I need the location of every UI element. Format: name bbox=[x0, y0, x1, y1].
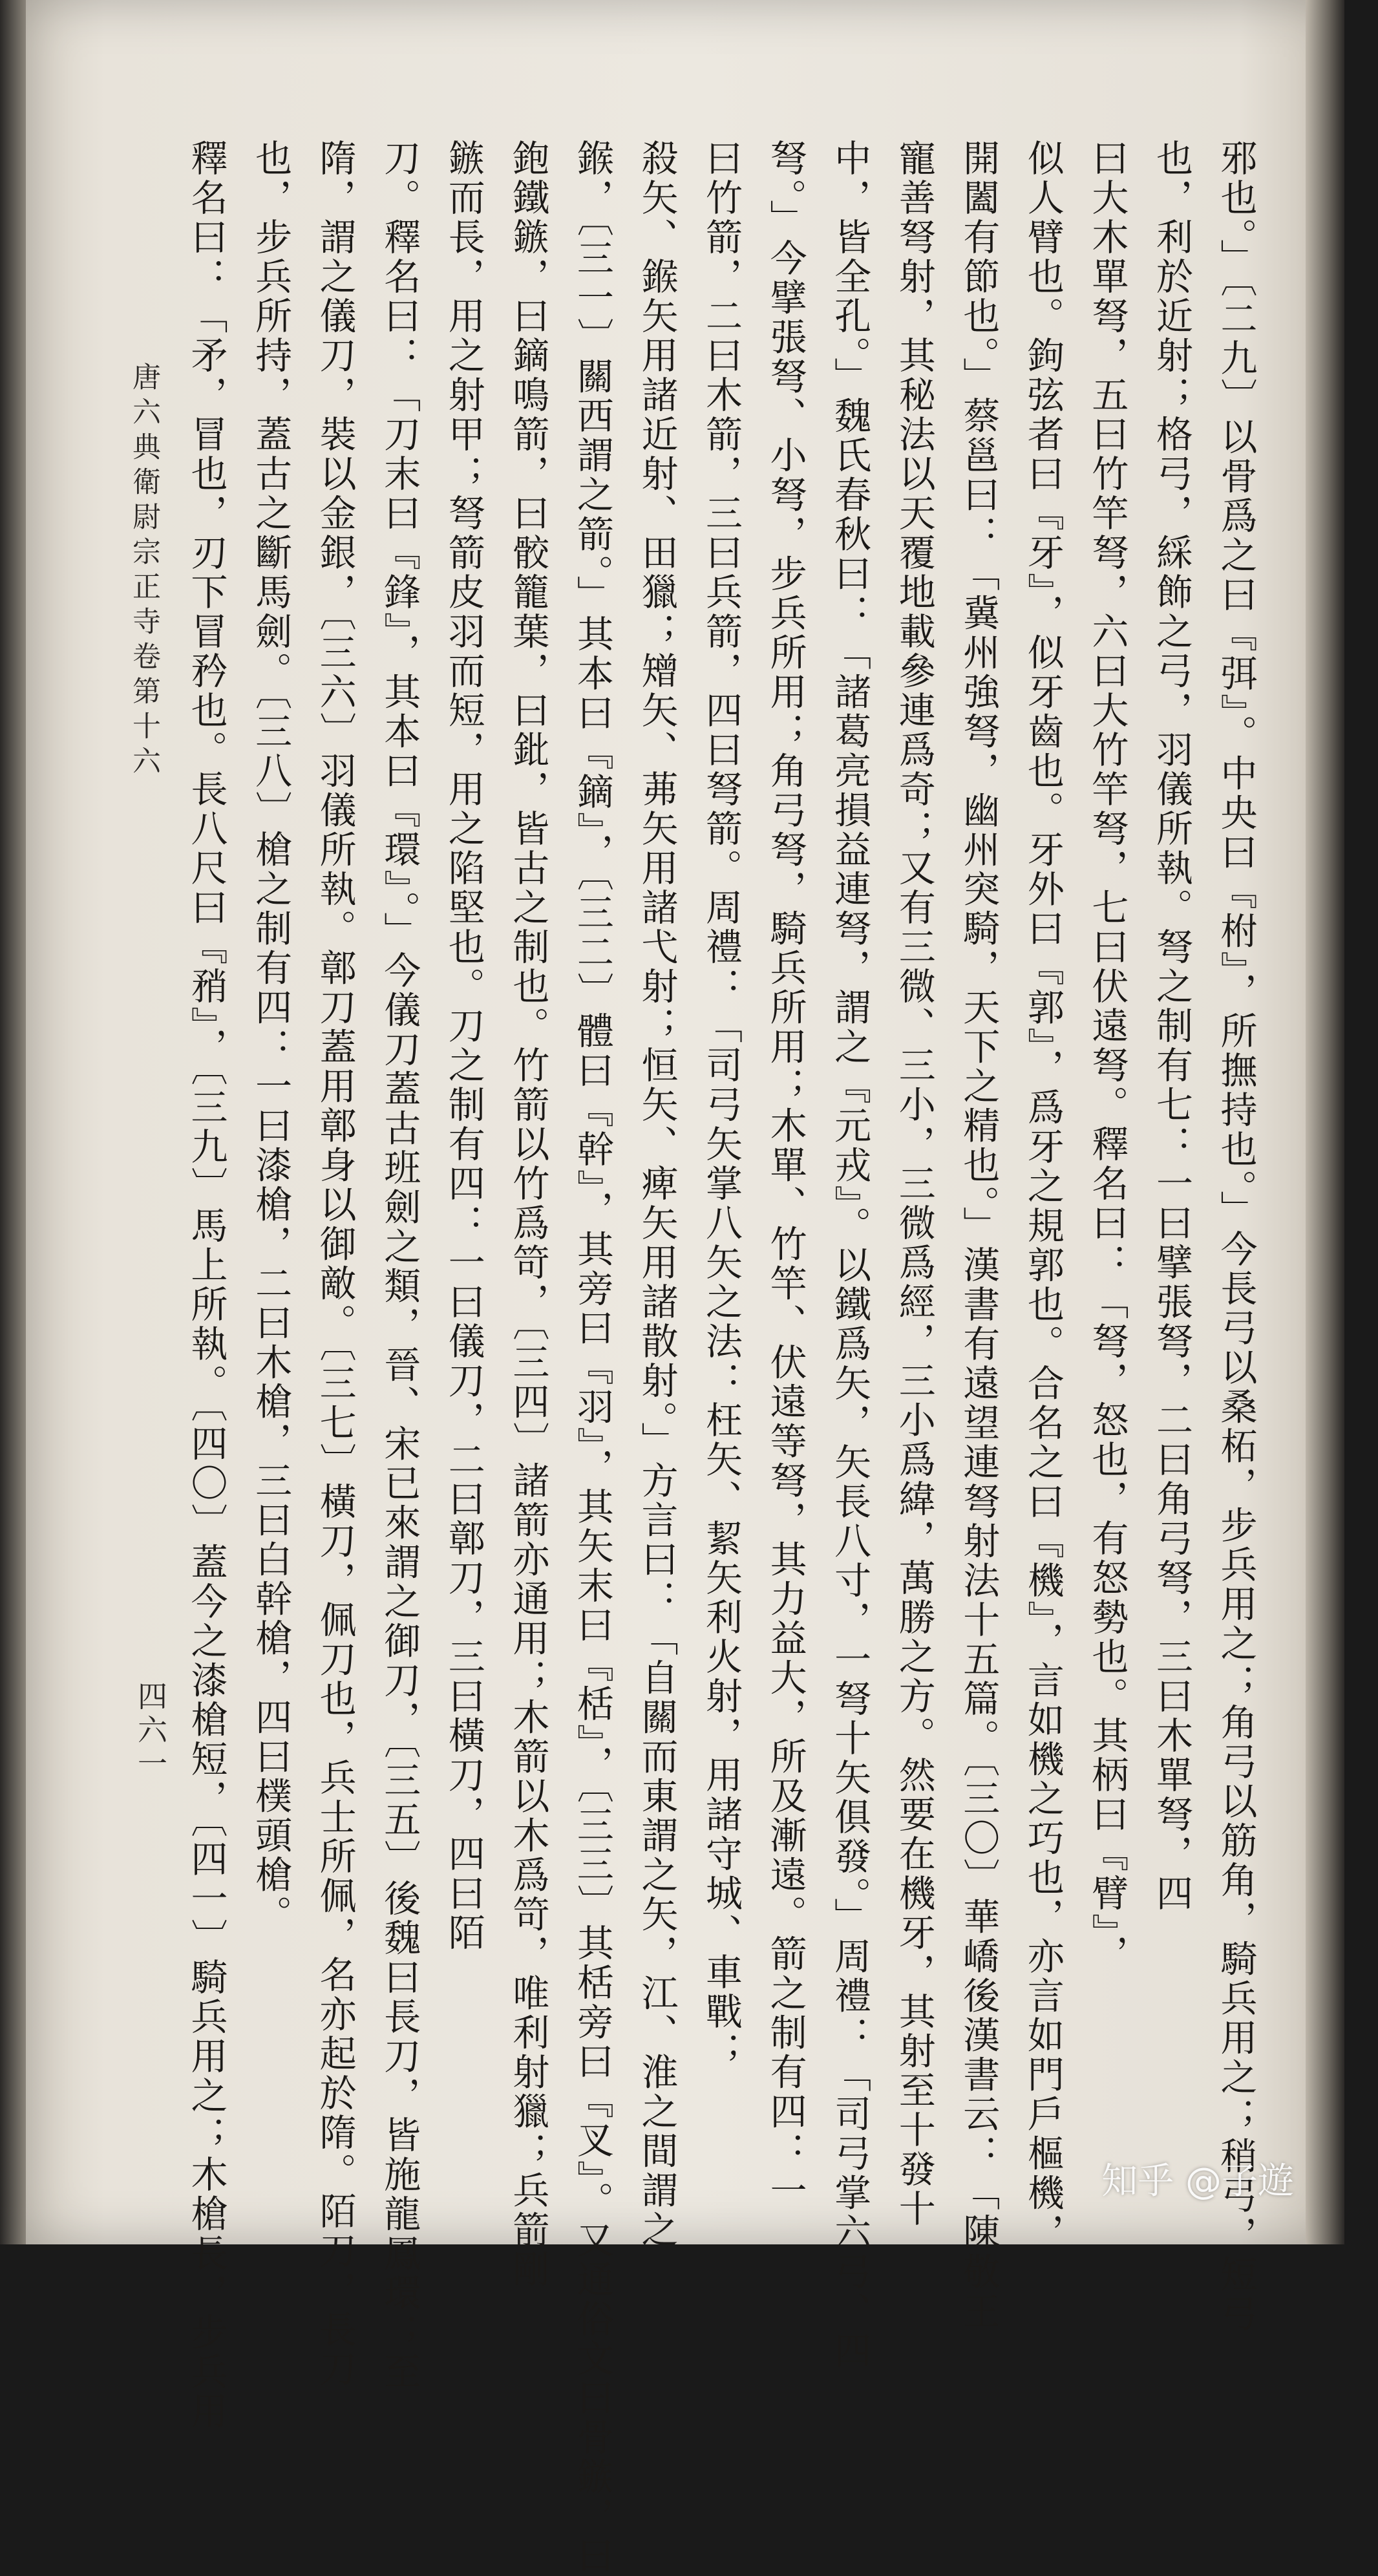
text-column: 曰竹箭，二曰木箭，三曰兵箭，四曰弩箭。周禮：「司弓矢掌八矢之法：枉矢、絜矢利火射，用諸守城、車戰； bbox=[699, 139, 743, 2071]
running-head: 唐六典衛尉宗正寺卷第十六 bbox=[127, 362, 160, 781]
text-column: 弩。」今擘張弩、小弩，步兵所用；角弓弩，騎兵所用；木單、竹竿、伏遠等弩，其力益大，所及漸遠。箭之制有四：一 bbox=[764, 139, 807, 2211]
page-number: 四六一 bbox=[133, 1681, 168, 1782]
text-column: 釋名曰：「矛，冒也，刃下冒矜也。長八尺曰『矟』，〔三九〕馬上所執。〔四〇〕蓋今之漆槍短，〔四一〕騎兵用之；木槍長，步兵用 bbox=[185, 139, 228, 2431]
text-column: 中，皆全孔。」魏氏春秋曰：「諸葛亮損益連弩，謂之『元戎』。以鐵爲矢，矢長八寸，一弩十矢俱發。」周禮：「司弓掌六弓、四 bbox=[828, 139, 871, 2371]
text-column: 鏃而長，用之射甲；弩箭皮羽而短，用之陷堅也。刀之制有四：一曰儀刀，二曰鄣刀，三曰橫刀，四曰陌 bbox=[442, 139, 485, 1953]
text-column: 鉋鐵鏃，曰鏑鳴箭，曰骹籠葉，曰鈚，皆古之制也。竹箭以竹爲笴，〔三四〕諸箭亦通用；木箭以木爲笴，唯利射獵；兵箭剛 bbox=[506, 139, 549, 2290]
text-column: 也，步兵所持，蓋古之斷馬劍。〔三八〕槍之制有四：一曰漆槍，二曰木槍，三曰白幹槍，四曰樸頭槍。 bbox=[249, 139, 292, 1935]
text-column: 曰大木單弩，五曰竹竿弩，六曰大竹竿弩，七曰伏遠弩。釋名曰：「弩，怒也，有怒勢也。其柄曰『臂』， bbox=[1085, 139, 1129, 1974]
watermark: 知乎 @子遊 bbox=[1101, 2160, 1294, 2202]
book-spine-shadow bbox=[0, 0, 26, 2244]
book-page bbox=[26, 0, 1344, 2576]
text-column: 似人臂也。鉤弦者曰『牙』，似牙齒也。牙外曰『郭』，爲牙之規郭也。合名之曰『機』，言如機之巧也，亦言如門戶樞機， bbox=[1021, 139, 1065, 2253]
text-column: 也，利於近射；格弓，綵飾之弓，羽儀所執。弩之制有七：一曰擘張弩，二曰角弓弩，三曰木單弩，四 bbox=[1150, 139, 1193, 1913]
text-column: 寵善弩射，其秘法以天覆地載參連爲奇；又有三微、三小，三微爲經，三小爲緯，萬勝之方。然要在機牙，其射至十發十 bbox=[893, 139, 936, 2229]
text-column: 隋，謂之儀刀，裝以金銀，〔三六〕羽儀所執。鄣刀蓋用鄣身以御敵。〔三七〕橫刀，佩刀也，兵士所佩，名亦起於隋。陌刀，長刀 bbox=[313, 139, 357, 2389]
text-column: 邪也。」〔二九〕以骨爲之曰『弭』。中央曰『柎』，所撫持也。」今長弓以桑柘，步兵用之；角弓以筋角，騎兵用之；稍弓，短弓 bbox=[1214, 139, 1257, 2334]
text-column: 刀。釋名曰：「刀末曰『鋒』，其本曰『環』。」今儀刀蓋古班劍之類，晉、宋已來謂之御刀，〔三五〕後魏曰長刀，皆施龍鳳環；至 bbox=[377, 139, 421, 2392]
text-column: 殺矢、鍭矢用諸近射、田獵；矰矢、茀矢用諸弋射；恒矢、痺矢用諸散射。」方言曰：「自關而東謂之矢，江、淮之間謂之 bbox=[635, 139, 678, 2250]
page-edge-shadow bbox=[1306, 0, 1344, 2244]
text-column: 鍭，〔三一〕關西謂之箭。」其本曰『鏑』，〔三二〕體曰『幹』，其旁曰『羽』，其矢末曰『栝』，〔三三〕其栝旁曰『叉』。又通俗文曰骨鏃，曰 bbox=[571, 139, 614, 2576]
text-column: 開闔有節也。」蔡邕曰：「冀州強弩，幽州突騎，天下之精也。」漢書有遠望連弩射法十五篇。〔三〇〕華嶠後漢書云：「陳敬王 bbox=[957, 139, 1000, 2332]
